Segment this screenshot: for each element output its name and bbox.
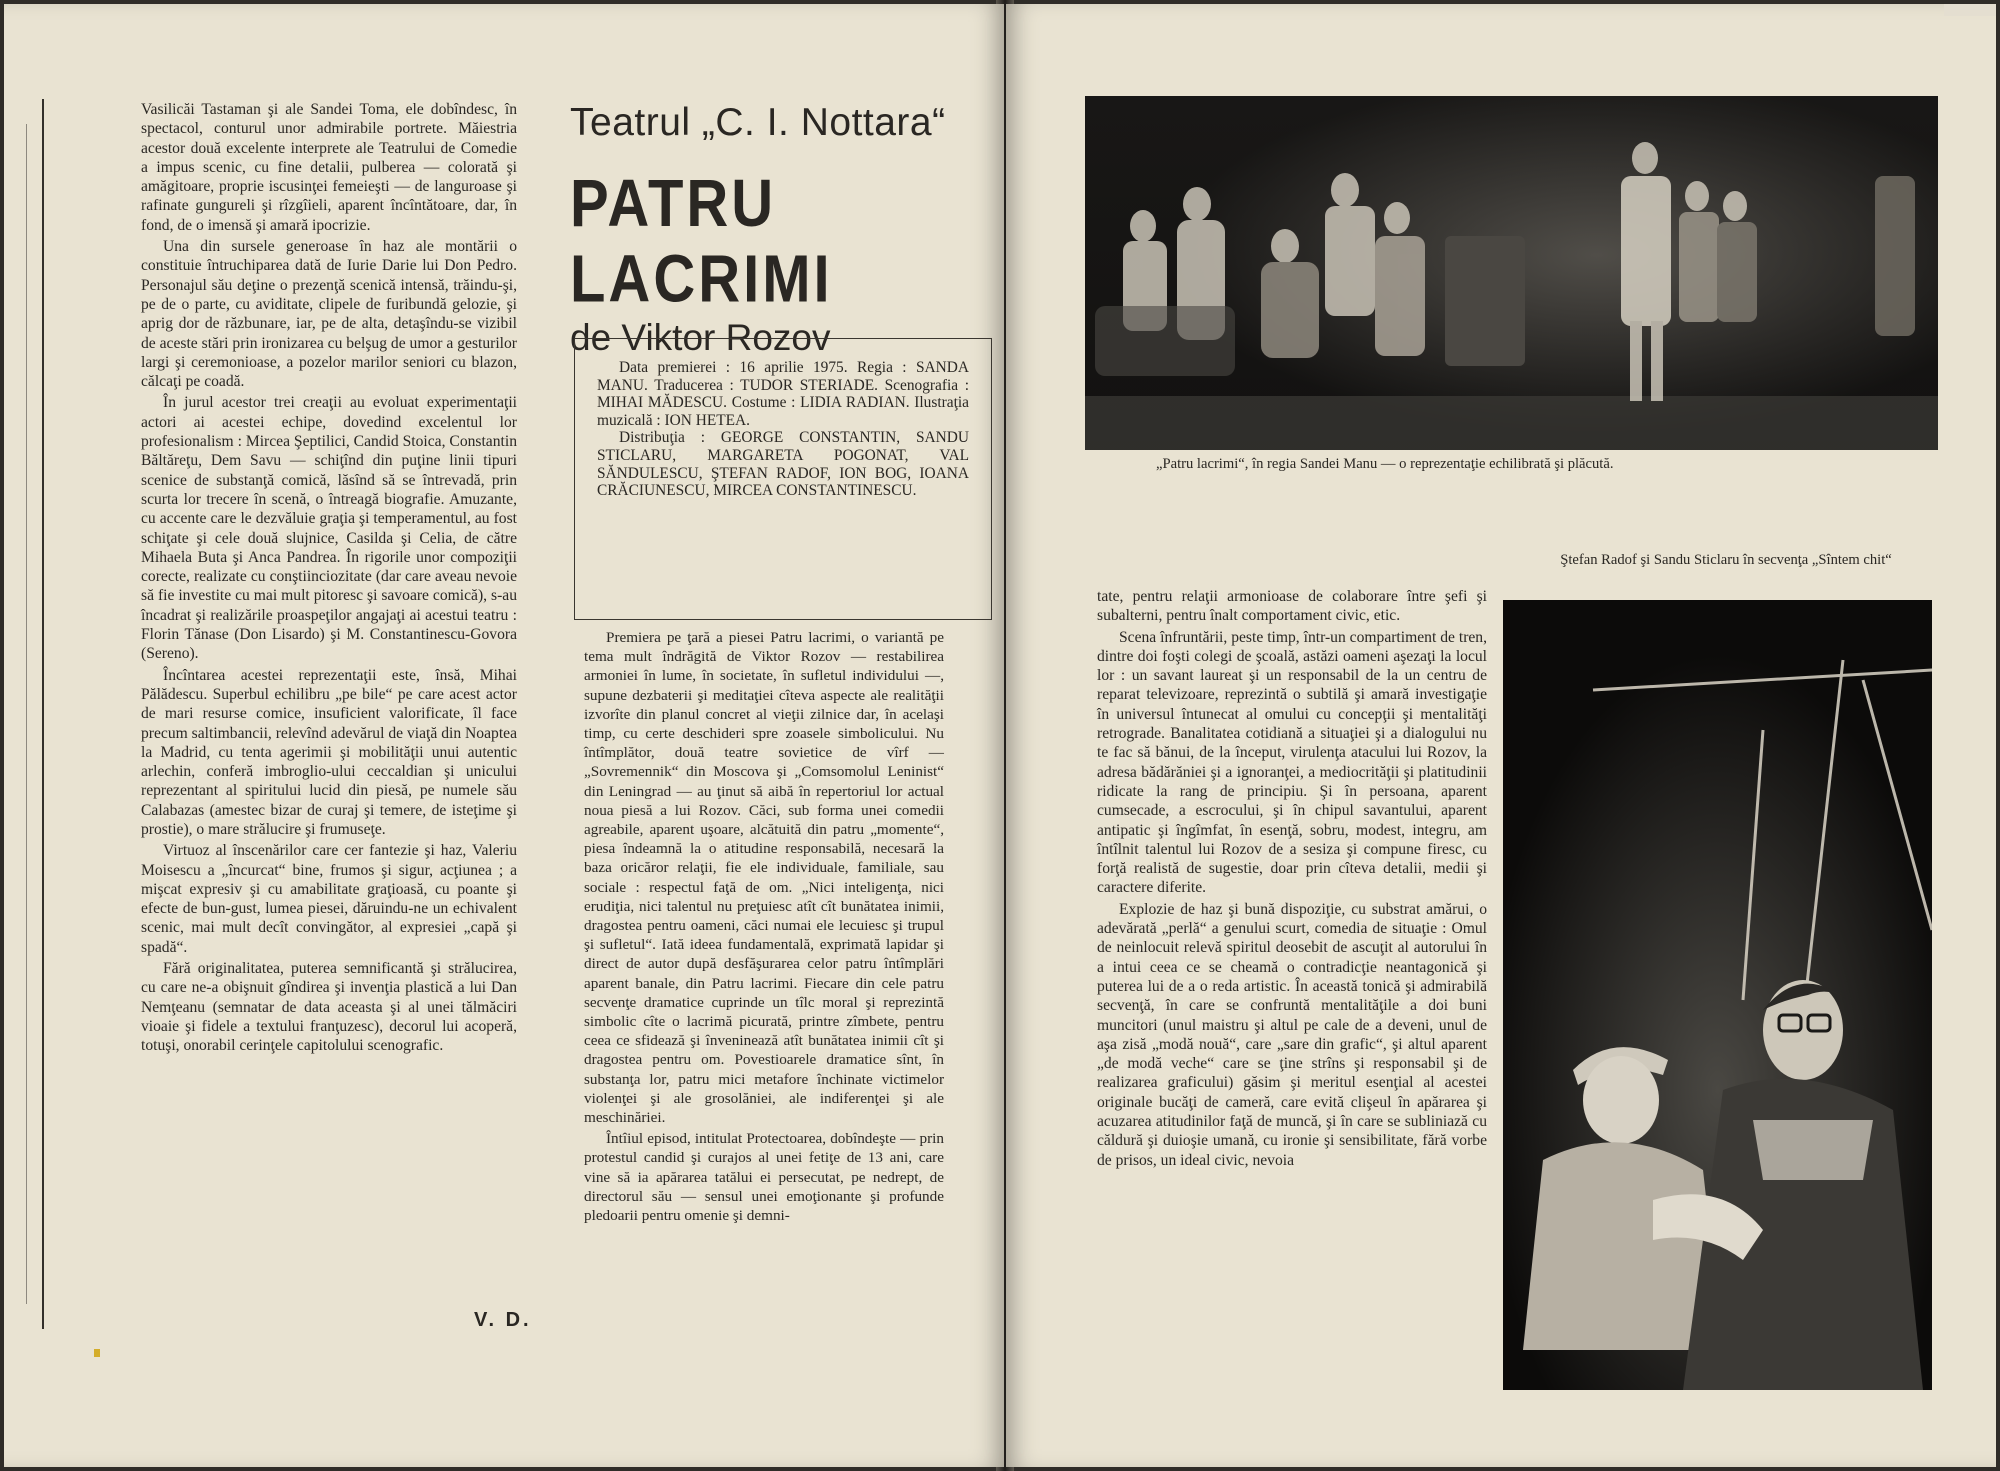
paragraph: În jurul acestor trei creaţii au evoluat experimentaţii actori ai acestei echipe, dovedind excelentul lor profesionalism : Mircea Şeptilici, Candid Stoica, Constantin Băltăreţu, Dem Savu — schiţînd din puţine linii tipuri scenice de substanţă comică, lăsînd să se întrevadă, prin scurta lor trecere în scenă, o întreagă biografie. Amuzante, cu accente care le dezvăluie graţia şi temperamentul, au fost schiţate şi cele două slujnice, Casilda şi Celia, de către Mihaela Buta şi Anca Pandrea. În rigorile unor compoziţii corecte, realizate cu conştiinciozitate (dar care aveau nevoie să fie investite cu mai mult pitoresc şi savoare comică), s-au încadrat şi realizările proaspeţilor angajaţi ai acestui teatru : Florin Tănase (Don Lisardo) şi M. Constantinescu-Govora (Sereno).	[141, 394, 517, 663]
margin-rule	[26, 124, 27, 1304]
stain-mark	[94, 1349, 100, 1357]
page-edge	[1944, 4, 1996, 16]
theatre-name: Teatrul „C. I. Nottara“	[570, 101, 946, 144]
actors-photo-image	[1503, 600, 1932, 1390]
credits-cast: Distribuţia : GEORGE CONSTANTIN, SANDU STICLARU, MARGARETA POGONAT, VAL SĂNDULESCU, ŞTEFAN RADOF, ION BOG, IOANA CRĂCIUNESCU, MIRCEA CONSTANTINESCU.	[597, 429, 969, 500]
paragraph: Fără originalitatea, puterea semnificantă şi strălucirea, cu care ne-a obişnuit gîndirea şi invenţia plastică a lui Dan Nemţeanu (semnatar de data aceasta şi al unei tălmăciri vioaie şi fidele a textului franţuzesc), decorul lui acoperă, totuşi, onorabil cerinţele capitolului scenografic.	[141, 960, 517, 1055]
paragraph: Explozie de haz şi bună dispoziţie, cu substrat amărui, o adevărată „perlă“ a genului scurt, comedia de situaţie : Omul de neinlocuit relevă spiritul deosebit de ascuţit al autorului în a intui ceea ce se cheamă o contradicţie neantagonică şi puterea lui de a o reda artistic. În această tonică şi admirabilă secvenţă, în care se confruntă mentalităţile a doi buni muncitori (unul maistru şi altul pe cale de a deveni, unul de aşa zisă „modă nouă“, care „sare din grafic“, şi altul aparent „de modă veche“ care se ţine strîns şi responsabil şi de realizarea graficului) găsim şi meritul esenţial al acestei originale bucăţi de cameră, care evită clişeul în apărarea şi acuzarea atitudinilor faţă de muncă, şi în care se subliniază cu căldură şi duioşie umană, cu ironie şi sensibilitate, fără vorbe de prisos, un ideal civic, nevoia	[1097, 900, 1487, 1169]
article-title: PATRU LACRIMI	[570, 166, 833, 317]
stage-photo-image	[1085, 96, 1938, 450]
paragraph: Scena înfruntării, peste timp, într-un compartiment de tren, dintre doi foşti colegi de şcoală, astăzi oameni aşezaţi la locul lor : un savant laureat şi un responsabil de la un centru de reparat televizoare, reprezintă o subtilă şi amară investigaţie în universul întunecat al omului cu concepţii şi mentalităţi retrograde. Banalitatea cotidiană a situaţiei şi a dialogului nu te fac să bănui, de la început, virulenţa atacului lui Rozov, la adresa bădărăniei şi a ignoranţei, a mediocrităţii şi platitudinii ridicate la rang de principiu. Şi în persoana, aparent cumsecade, a escrocului, şi în chipul savantului, aparent antipatic şi îngîmfat, în esenţă, sobru, modest, integru, am întîlnit talentul lui Rozov de a sesiza şi compune firesc, cu forţă realistă de sugestie, doar prin cîteva detalii, medii şi caractere diferite.	[1097, 628, 1487, 897]
author-signature: V. D.	[474, 1309, 532, 1331]
article-header	[570, 100, 990, 360]
actors-photo	[1503, 600, 1932, 1390]
paragraph: tate, pentru relaţii armonioase de colaborare între şefi şi subalterni, pentru înalt comportament civic, etic.	[1097, 588, 1487, 625]
article-column-continued	[1097, 587, 1487, 1172]
photo-caption-1: „Patru lacrimi“, în regia Sandei Manu — o reprezentaţie echilibrată şi plăcută.	[1156, 456, 1614, 472]
credits-production: Data premierei : 16 aprilie 1975. Regia : SANDA MANU. Traducerea : TUDOR STERIADE. Scenografia : MIHAI MĂDESCU. Costume : LIDIA RADIAN. Ilustraţia muzicală : ION HETEA.	[597, 359, 969, 429]
credits-box	[574, 338, 992, 620]
right-page	[1006, 4, 1996, 1467]
paragraph: Încîntarea acestei reprezentaţii este, însă, Mihai Pălădescu. Superbul echilibru „pe bile“ pe care acest actor de mari resurse comice, insuficient valorificate, îl face precum saltimbancii, relevînd adevărul de viaţă din Noaptea la Madrid, cu tenta agerimii şi mobilităţii unui autentic arlechin, conferă imbroglio-ului ceccaldian şi unicului reprezentant al spiritului lucid din piesă, pe numele său Calabazas (amestec bizar de curaj şi temere, de isteţime şi prostie), o mare strălucire şi frumuseţe.	[141, 666, 517, 838]
margin-rule	[42, 99, 44, 1329]
paragraph: Virtuoz al înscenărilor care cer fantezie şi haz, Valeriu Moisescu a „încurcat“ bine, frumos şi sigur, acţiunea ; a mişcat expresiv şi cu amabilitate graţioasă, cu poante şi efecte de bun-gust, lumea piesei, dăruindu-ne un echivalent scenic, mai mult decît convingător, al expresiei „capă şi spadă“.	[141, 842, 517, 956]
article-column-left	[141, 100, 517, 1058]
paragraph: Una din sursele generoase în haz ale montării o constituie întruchiparea dată de Iurie Darie lui Don Pedro. Personajul său deţine o prezenţă scenică intensă, trăindu-şi, pe de o parte, cu aviditate, clipele de furibundă gelozie, şi aprig dor de răzbunare, iar, pe de alta, detaşîndu-se vizibil de aceste stări prin ironizarea cu belşug de umor a gesturilor largi şi ceremonioase, a pozelor marilor seniori cu blazon, călcaţi pe coadă.	[141, 238, 517, 391]
paragraph: Premiera pe ţară a piesei Patru lacrimi, o variantă pe tema mult îndrăgită de Viktor Rozov — restabilirea armoniei în lume, în societate, în sufletul individului —, supune dezbaterii şi meditaţiei cîteva aspecte ale realităţii izvorîte din planul concret al vieţii zilnice dar, în acelaşi timp, cu certe deschideri spre zoasele simbolicului. Nu întîmplător, două teatre sovietice de vîrf — „Sovremennik“ din Moscova şi „Comsomolul Leninist“ din Leningrad — au ţinut să aibă în repertoriul lor actual noua piesă a lui Rozov. Căci, sub forma unei comedii agreabile, aparent uşoare, alcătuită din patru „momente“, piesa îndeamnă la o atitudine responsabilă, necesară la baza oricăror relaţii, fie ele individuale, familiale, sau sociale : respectul faţă de om. „Nici inteligenţa, nici erudiţia, nici talentul nu preţuiesc atît cît bunătatea inimii, dragostea pentru oameni, căci numai ele lecuiesc şi trupul şi sufletul“. Iată ideea fundamentală, exprimată lapidar şi direct de autor după desfăşurarea celor patru întîmplări aparent banale, din Patru lacrimi. Fiecare din cele patru secvenţe dramatice cuprinde un tîlc moral şi reprezintă simbolic cîte o lacrimă picurată, printre zîmbete, pentru ceea ce sfidează şi înveninează atît bunătatea inimii cît şi dragostea pentru om. Povestioarele dramatice sînt, în substanţa lor, patru mici metafore închinate victimelor violenţei şi ale grosolăniei, ale indiferenţei şi ale meschinăriei.	[584, 629, 944, 1127]
article-column-right	[584, 628, 944, 1227]
paragraph: Întîiul episod, intitulat Protectoarea, dobîndeşte — prin protestul candid şi curajos al unei fetiţe de 13 ani, care vine să ia apărarea tatălui ei persecutat, pe nedrept, de directorul său — sensul unei emoţionante şi profunde pledoarii pentru omenie şi demni-	[584, 1130, 944, 1225]
paragraph: Vasilicăi Tastaman şi ale Sandei Toma, ele dobîndesc, în spectacol, conturul unor admirabile portrete. Măiestria acestor două excelente interprete ale Teatrului de Comedie a impus scenic, cu fine detalii, pulberea — colorată şi amăgitoare, proprie iscusinţei femeieşti — de languroase şi rafinate gungureli şi rîzgîieli, aparent încîntătoare, dar, în fond, de o imensă şi amară ipocrizie.	[141, 101, 517, 234]
photo-caption-2: Ştefan Radof şi Sandu Sticlaru în secvenţa „Sîntem chit“	[1560, 552, 1892, 568]
left-page	[4, 4, 1004, 1467]
stage-photo	[1085, 96, 1938, 450]
play-author: de Viktor Rozov	[570, 317, 831, 358]
